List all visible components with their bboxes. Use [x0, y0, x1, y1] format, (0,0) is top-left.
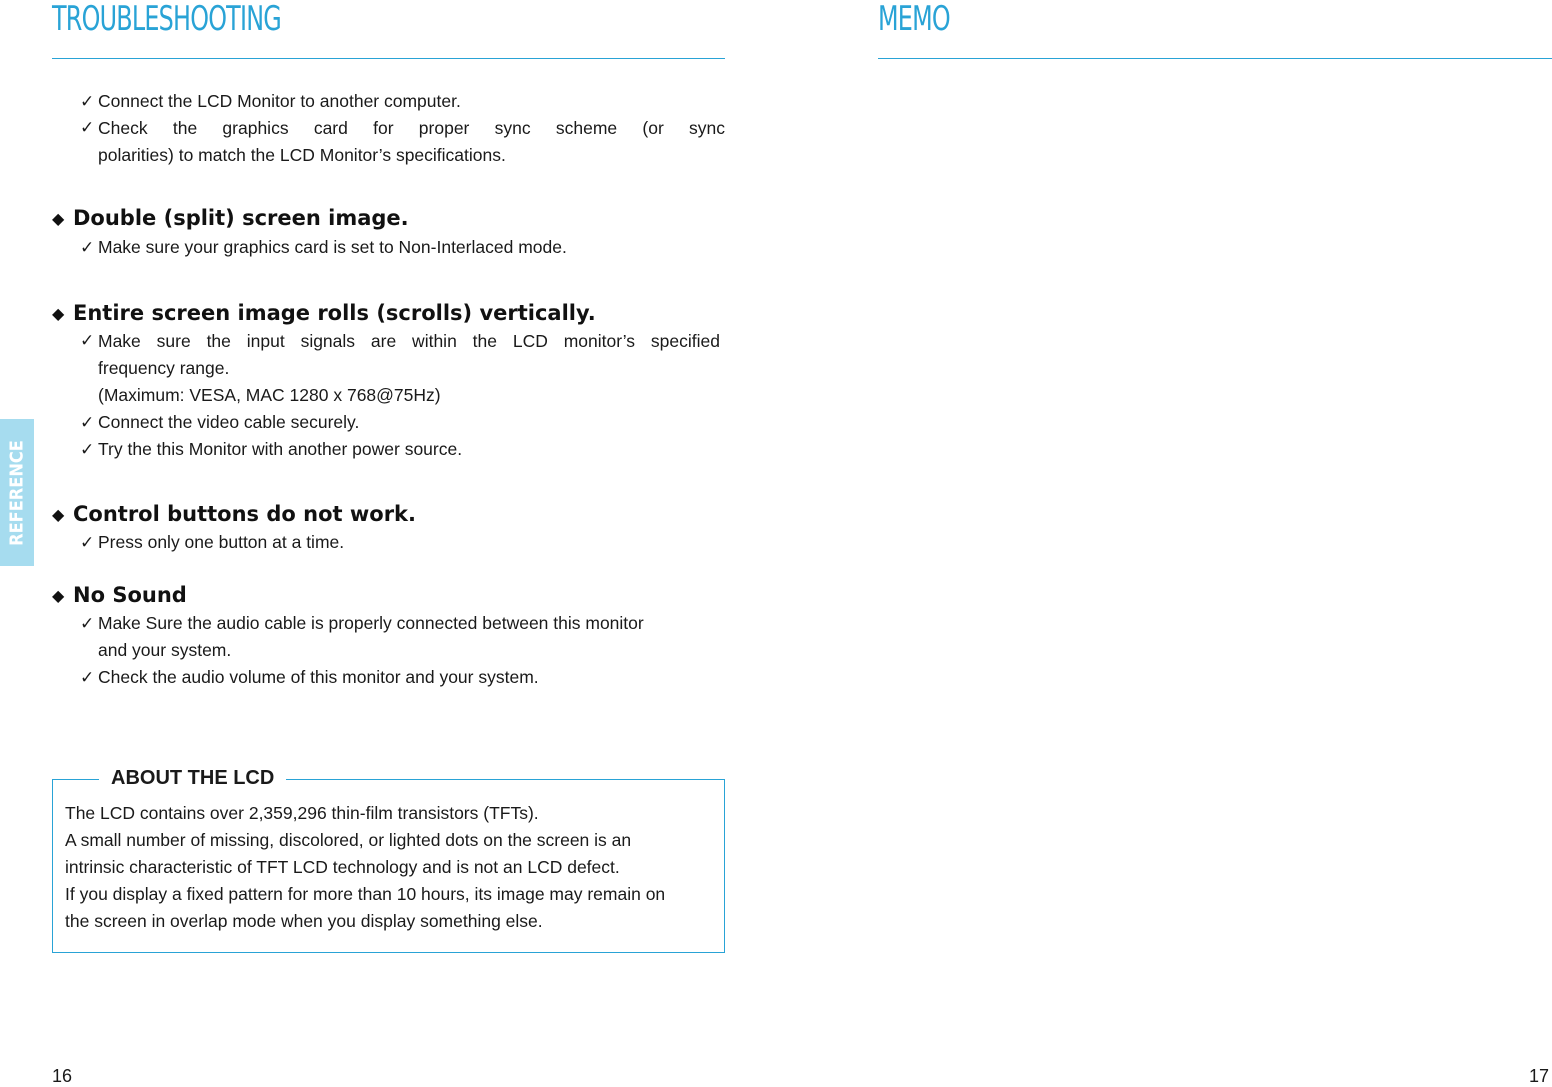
about-lcd-line: the screen in overlap mode when you display something else. — [65, 911, 543, 931]
list-item-continuation: and your system. — [98, 640, 232, 660]
title-rule-left — [52, 58, 725, 59]
page-title-right: MEMO — [878, 0, 950, 39]
check-icon: ✓ — [80, 92, 95, 112]
list-item: ✓ Make Sure the audio cable is properly connected between this monitor — [80, 610, 725, 638]
list-item: ✓ Make sure the input signals are within the LCD monitor’s specified — [80, 328, 720, 355]
diamond-icon: ◆ — [52, 586, 65, 605]
about-lcd-line: If you display a fixed pattern for more than 10 hours, its image may remain on — [65, 884, 666, 904]
list-item-continuation: frequency range. — [98, 358, 230, 378]
check-icon: ✓ — [80, 533, 95, 553]
page-title-left: TROUBLESHOOTING — [52, 0, 282, 39]
check-icon: ✓ — [80, 440, 95, 460]
list-item: ✓ Connect the LCD Monitor to another computer. — [80, 88, 461, 116]
list-item: ✓ Check the graphics card for proper sync scheme (or sync — [80, 115, 725, 142]
list-item: ✓ Press only one button at a time. — [80, 529, 344, 557]
about-lcd-line: The LCD contains over 2,359,296 thin-film transistors (TFTs). — [65, 803, 539, 823]
diamond-icon: ◆ — [52, 505, 65, 524]
check-icon: ✓ — [80, 413, 95, 433]
list-item: ✓ Connect the video cable securely. — [80, 409, 359, 437]
section-heading: ◆ Double (split) screen image. — [52, 204, 409, 233]
check-icon: ✓ — [80, 331, 95, 351]
check-icon: ✓ — [80, 614, 95, 634]
diamond-icon: ◆ — [52, 209, 65, 228]
list-item-continuation: polarities) to match the LCD Monitor’s specifications. — [98, 145, 506, 165]
side-tab-label: REFERENCE — [6, 439, 28, 546]
diamond-icon: ◆ — [52, 304, 65, 323]
list-item: ✓ Try the this Monitor with another power source. — [80, 436, 462, 464]
side-tab-reference — [0, 419, 34, 566]
section-heading: ◆ Entire screen image rolls (scrolls) vertically. — [52, 299, 596, 328]
section-heading: ◆ No Sound — [52, 581, 187, 610]
section-heading: ◆ Control buttons do not work. — [52, 500, 416, 529]
about-lcd-line: A small number of missing, discolored, or lighted dots on the screen is an — [65, 830, 632, 850]
about-lcd-line: intrinsic characteristic of TFT LCD technology and is not an LCD defect. — [65, 857, 620, 877]
page-number-right: 17 — [1529, 1066, 1550, 1086]
about-lcd-title: ABOUT THE LCD — [99, 766, 286, 790]
page-number-left: 16 — [52, 1066, 73, 1086]
check-icon: ✓ — [80, 668, 95, 688]
list-item: ✓ Check the audio volume of this monitor and your system. — [80, 664, 539, 692]
list-item: ✓ Make sure your graphics card is set to Non-Interlaced mode. — [80, 234, 567, 262]
title-rule-right — [878, 58, 1552, 59]
check-icon: ✓ — [80, 118, 95, 138]
check-icon: ✓ — [80, 238, 95, 258]
list-item-continuation: (Maximum: VESA, MAC 1280 x 768@75Hz) — [98, 385, 441, 405]
